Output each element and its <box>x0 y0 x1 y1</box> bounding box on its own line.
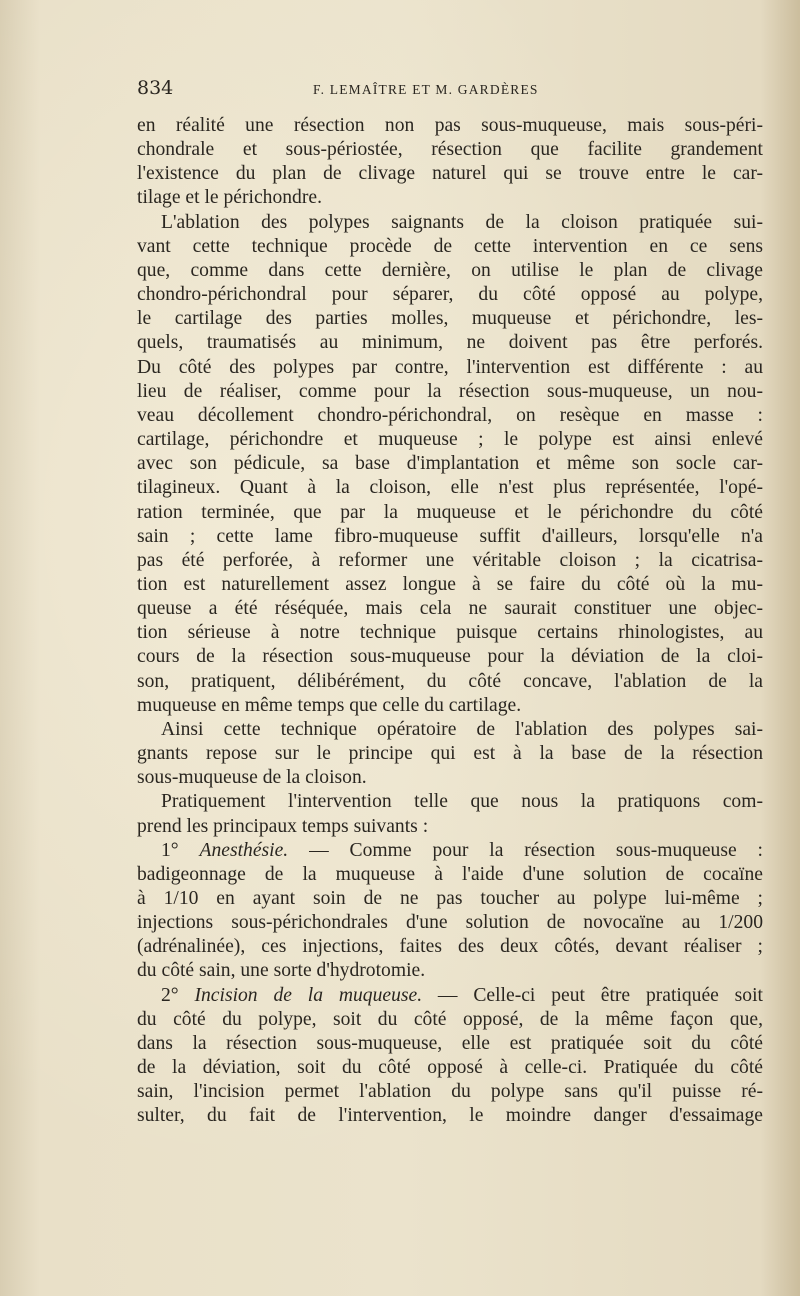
paragraph-start: Ainsi cette technique opératoire de l'ablation des polypes sai- <box>161 718 763 740</box>
text-line: cours de la résection sous-muqueuse pour la déviation de la cloi- <box>137 646 763 668</box>
text-line: lieu de réaliser, comme pour la résection sous-muqueuse, un nou- <box>137 380 763 402</box>
text-line: son, pratiquent, délibérément, du côté concave, l'ablation de la <box>137 670 763 692</box>
list-item-1-heading <box>137 839 763 863</box>
text-line: sain ; cette lame fibro-muqueuse suffit d'ailleurs, lorsqu'elle n'a <box>137 525 763 547</box>
text-line: pas été perforée, à reformer une véritable cloison ; la cicatrisa- <box>137 549 763 571</box>
text-line: muqueuse en même temps que celle du cartilage. <box>137 694 522 716</box>
text-line: Du côté des polypes par contre, l'intervention est différente : au <box>137 356 763 378</box>
text-line: vant cette technique procède de cette intervention en ce sens <box>137 235 763 257</box>
paragraph-start: Pratiquement l'intervention telle que nous la pratiquons com- <box>161 791 763 813</box>
text-line: en réalité une résection non pas sous-muqueuse, mais sous-péri- <box>137 115 763 136</box>
text-line: avec son pédicule, sa base d'implantation et même son socle car- <box>137 453 763 475</box>
text-line: du côté du polype, soit du côté opposé, de la même façon que, <box>137 1008 763 1030</box>
list-item-1-title: Anesthésie. <box>199 839 289 861</box>
paragraph-start: L'ablation des polypes saignants de la cloison pratiquée sui- <box>161 211 763 233</box>
text-line: ration terminée, que par la muqueuse et le périchondre du côté <box>137 501 763 523</box>
list-item-1-text: — Comme pour la résection sous-muqueuse : <box>288 839 763 861</box>
text-line: prend les principaux temps suivants : <box>137 815 429 837</box>
body-text <box>137 114 763 1129</box>
page-number: 834 <box>137 77 174 99</box>
text-line: chondro-périchondral pour séparer, du côté opposé au polype, <box>137 284 763 306</box>
text-line: de la déviation, soit du côté opposé à celle-ci. Pratiquée du côté <box>137 1057 763 1079</box>
text-line: gnants repose sur le principe qui est à la base de la résection <box>137 743 763 765</box>
text-line: quels, traumatisés au minimum, ne doivent pas être perforés. <box>137 332 763 354</box>
text-line: dans la résection sous-muqueuse, elle est pratiquée soit du côté <box>137 1032 763 1054</box>
list-item-2-number: 2° <box>161 984 179 1006</box>
text-line: le cartilage des parties molles, muqueuse et périchondre, les- <box>137 308 763 330</box>
text-line: sulter, du fait de l'intervention, le moindre danger d'essaimage <box>137 1105 763 1127</box>
list-item-1-number: 1° <box>161 839 179 861</box>
text-line: chondrale et sous-périostée, résection que facilite grandement <box>137 139 763 161</box>
text-line: cartilage, périchondre et muqueuse ; le polype est ainsi enlevé <box>137 429 763 451</box>
text-line: tion sérieuse à notre technique puisque certains rhinologistes, au <box>137 622 763 644</box>
page-header <box>137 77 767 105</box>
text-line: veau décollement chondro-périchondral, on resèque en masse : <box>137 404 763 426</box>
text-line: que, comme dans cette dernière, on utilise le plan de clivage <box>137 259 763 281</box>
running-head: F. LEMAÎTRE ET M. GARDÈRES <box>313 82 539 97</box>
text-line: tilagineux. Quant à la cloison, elle n'est plus représentée, l'opé- <box>137 477 763 499</box>
text-line: sain, l'incision permet l'ablation du polype sans qu'il puisse ré- <box>137 1081 763 1103</box>
text-line: à 1/10 en ayant soin de ne pas toucher au polype lui-même ; <box>137 888 763 909</box>
text-line: du côté sain, une sorte d'hydrotomie. <box>137 960 426 982</box>
list-item-2-heading <box>137 984 763 1008</box>
text-line: tilage et le périchondre. <box>137 187 322 209</box>
text-line: badigeonnage de la muqueuse à l'aide d'une solution de cocaïne <box>137 863 763 885</box>
list-item-2-text: — Celle-ci peut être pratiquée soit <box>422 984 763 1006</box>
text-line: queuse a été réséquée, mais cela ne saurait constituer une objec- <box>137 598 763 620</box>
text-line: l'existence du plan de clivage naturel qui se trouve entre le car- <box>137 163 763 185</box>
text-line: (adrénalinée), ces injections, faites des deux côtés, devant réaliser ; <box>137 936 763 958</box>
text-line: injections sous-périchondrales d'une solution de novocaïne au 1/200 <box>137 912 763 934</box>
list-item-2-title: Incision de la muqueuse. <box>194 984 423 1006</box>
text-line: tion est naturellement assez longue à se faire du côté où la mu- <box>137 573 763 595</box>
text-line: sous-muqueuse de la cloison. <box>137 767 367 789</box>
